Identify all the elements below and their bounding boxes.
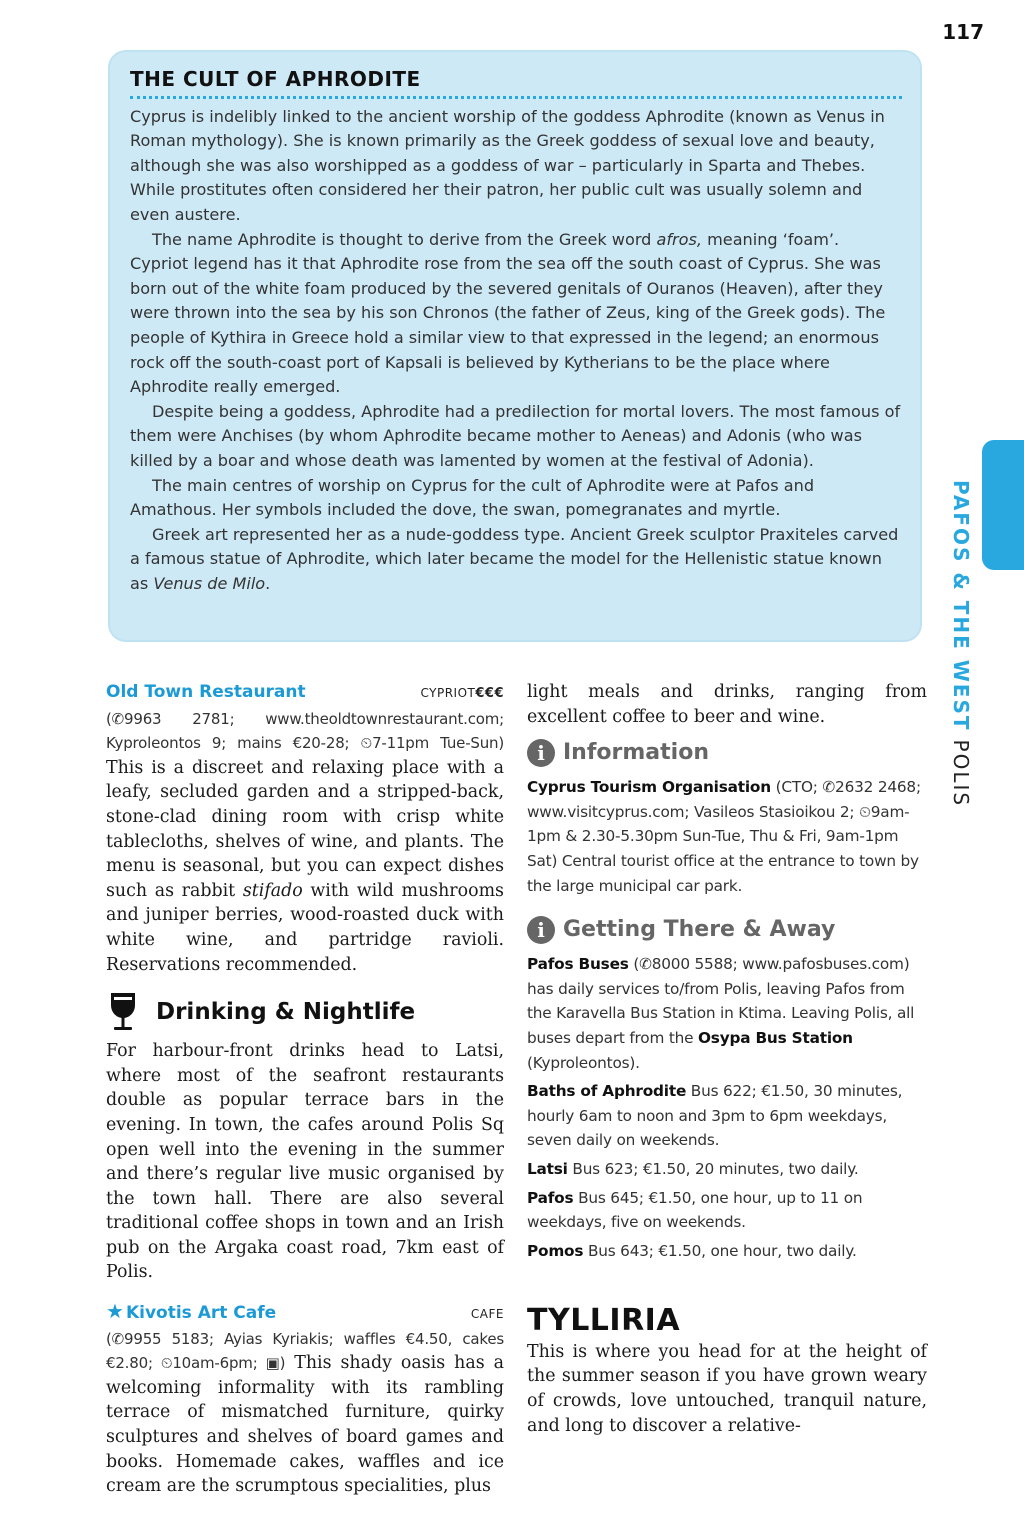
left-column bbox=[106, 680, 504, 1499]
info-icon: i bbox=[527, 916, 555, 944]
kivotis-continuation: light meals and drinks, ranging from excellent coffee to beer and wine. bbox=[527, 682, 927, 727]
info-icon: i bbox=[527, 739, 555, 767]
right-column bbox=[527, 680, 927, 1438]
drinking-heading bbox=[106, 991, 504, 1033]
bus-route-baths: Baths of Aphrodite Bus 622; €1.50, 30 minutes, hourly 6am to noon and 3pm to 6pm weekdays, seven daily on weekends. bbox=[527, 1082, 903, 1150]
running-header bbox=[935, 480, 975, 808]
getting-there-heading-text: Getting There & Away bbox=[563, 916, 836, 942]
family-icon: ▣ bbox=[265, 1354, 280, 1373]
listing-name-old-town: Old Town Restaurant bbox=[106, 682, 306, 702]
sidebar-box-title: THE CULT OF APHRODITE bbox=[130, 67, 421, 91]
listing-kivotis: (✆9955 5183; Ayias Kyriakis; waffles €4.50, cakes €2.80; ⏲10am-6pm; ▣) This shady oasis has a welcoming informality with its rambling terrace of mismatched furniture, quirky sculptures and shelves of board games and books. Homemade cakes, waffles and ice cream are the scrumptous specialities, plus bbox=[106, 1329, 504, 1497]
listing-old-town: (✆9963 2781; www.theoldtownrestaurant.com; Kyproleontos 9; mains €20-28; ⏲7-11pm Tue-Sun) This is a discreet and relaxing place with a leafy, secluded garden and a stripped-back, stone-clad dining room with crisp white tablecloths, shelves of wine, and plants. The menu is seasonal, but you can expect dishes such as rabbit stifado with wild mushrooms and juniper berries, wood-roasted duck with white wine, and partridge ravioli. Reservations recommended. bbox=[106, 709, 504, 975]
drinking-text: For harbour-front drinks head to Latsi, where most of the seafront restaurants double as popular terrace bars in the evening. In town, the cafes around Polis Sq open well into the evening in the summer and there’s regular live music organised by the town hall. There are also several traditional coffee shops in town and an Irish pub on the Argaka coast road, 7km east of Polis. bbox=[106, 1041, 504, 1283]
listing-name-kivotis: Kivotis Art Cafe bbox=[125, 1303, 277, 1324]
wine-glass-icon bbox=[106, 991, 140, 1033]
sidebar-box-divider bbox=[130, 96, 902, 99]
phone-icon: ✆ bbox=[111, 709, 125, 728]
listing-type-old-town: CYPRIOT€€€ bbox=[420, 686, 504, 701]
information-heading-text: Information bbox=[563, 739, 709, 765]
running-header-section: PAFOS & THE WEST bbox=[949, 480, 973, 732]
listing-header-kivotis bbox=[106, 1299, 504, 1327]
phone-icon: ✆ bbox=[111, 1329, 125, 1348]
box-paragraph-2: The name Aphrodite is thought to derive from the Greek word afros, meaning ‘foam’. Cypriot legend has it that Aphrodite rose from the sea off the south coast of Cyprus. She was born out of the white foam produced by the severed genitals of Ouranos (Heaven), after they were thrown into the sea by his son Chronos (the father of Zeus, king of the Greek gods). The people of Kythira in Greece hold a similar view to that expressed in the legend; an enormous rock off the south-coast port of Kapsali is believed by Kytherians to be the place where Aphrodite really emerged. bbox=[130, 229, 886, 397]
clock-icon: ⏲ bbox=[160, 1354, 173, 1373]
tylliria-heading: TYLLIRIA bbox=[527, 1303, 681, 1339]
information-heading bbox=[527, 739, 927, 767]
page-number: 117 bbox=[942, 20, 984, 44]
clock-icon: ⏲ bbox=[859, 802, 871, 821]
getting-there-heading bbox=[527, 916, 927, 944]
phone-icon: ✆ bbox=[822, 778, 836, 797]
box-paragraph-5: Greek art represented her as a nude-goddess type. Ancient Greek sculptor Praxiteles carved a famous statue of Aphrodite, which later became the model for the Hellenistic statue known as Venus de Milo. bbox=[130, 524, 899, 593]
running-header-town: POLIS bbox=[949, 739, 973, 808]
star-icon: ★ bbox=[106, 1299, 124, 1324]
clock-icon: ⏲ bbox=[360, 734, 373, 753]
tylliria-text: This is where you head for at the height of the summer season if you have grown weary of crowds, love untouched, tranquil nature, and long to discover a relative- bbox=[527, 1341, 927, 1436]
box-paragraph-3: Despite being a goddess, Aphrodite had a predilection for mortal lovers. The most famous of them were Anchises (by whom Aphrodite became mother to Aeneas) and Adonis (who was killed by a boar and whose death was lamented by women at the festival of Adonia). bbox=[130, 401, 901, 470]
bus-route-pomos: Pomos Bus 643; €1.50, one hour, two daily. bbox=[527, 1241, 857, 1260]
sidebar-box bbox=[108, 50, 922, 642]
box-paragraph-4: The main centres of worship on Cyprus for the cult of Aphrodite were at Pafos and Amathous. Her symbols included the dove, the swan, pomegranates and myrtle. bbox=[130, 475, 815, 520]
box-paragraph-1: Cyprus is indelibly linked to the ancient worship of the goddess Aphrodite (known as Venus in Roman mythology). She is known primarily as the Greek goddess of sexual love and beauty, although she was also worshipped as a goddess of war – particularly in Sparta and Thebes. While prostitutes often considered her their patron, her public cult was usually solemn and even austere. bbox=[130, 106, 885, 224]
listing-header-old-town bbox=[106, 680, 504, 707]
chapter-tab bbox=[982, 440, 1024, 570]
drinking-heading-text: Drinking & Nightlife bbox=[156, 998, 416, 1025]
bus-route-latsi: Latsi Bus 623; €1.50, 20 minutes, two daily. bbox=[527, 1159, 859, 1178]
phone-icon: ✆ bbox=[639, 955, 652, 974]
pafos-buses-entry: Pafos Buses (✆8000 5588; www.pafosbuses.com) has daily services to/from Polis, leaving Pafos from the Karavella Bus Station in Ktima. Leaving Polis, all buses depart from the Osypa Bus Station (Kyproleontos). bbox=[527, 955, 915, 1072]
bus-route-pafos: Pafos Bus 645; €1.50, one hour, up to 11 on weekdays, five on weekends. bbox=[527, 1188, 863, 1232]
cto-entry: Cyprus Tourism Organisation (CTO; ✆2632 2468; www.visitcyprus.com; Vasileos Stasioikou 2; ⏲9am-1pm & 2.30-5.30pm Sun-Tue, Thu & Fri, 9am-1pm Sat) Central tourist office at the entrance to town by the large municipal car park. bbox=[527, 778, 921, 895]
listing-type-kivotis: CAFE bbox=[470, 1307, 504, 1322]
